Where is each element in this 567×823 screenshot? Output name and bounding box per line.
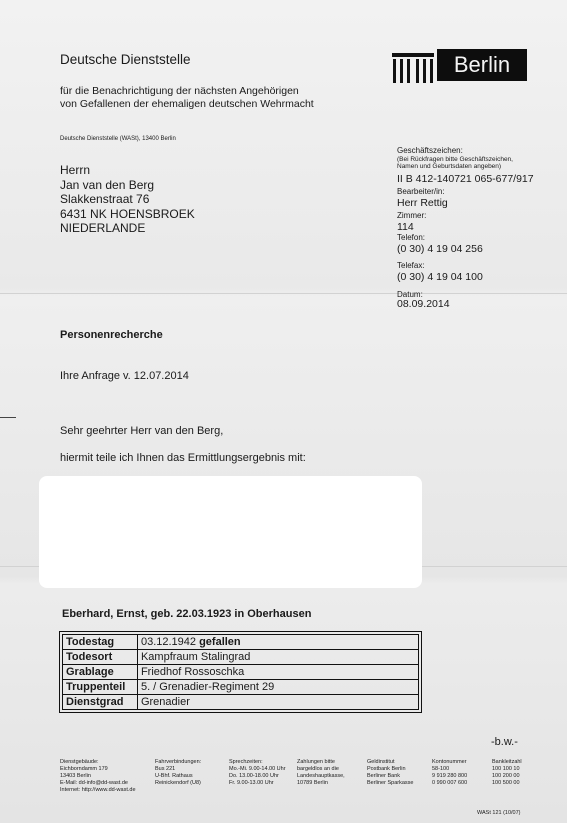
record-value-text: Kampfraum Stalingrad [140, 650, 251, 663]
footer-line: Dienstgebäude: [60, 759, 99, 765]
intro-line: hiermit teile ich Ihnen das Ermittlungsergebnis mit: [60, 452, 306, 464]
recipient-address [60, 163, 195, 236]
record-value [137, 665, 418, 680]
footer-line: Do. 13.00-18.00 Uhr [229, 773, 279, 779]
sender-line: Deutsche Dienststelle (WASt), 13400 Berlin [60, 136, 176, 142]
recipient-salutation: Herrn [60, 163, 91, 177]
paper-fold [0, 293, 567, 294]
footer-column [492, 759, 522, 787]
footer-line: Fahrverbindungen: [155, 759, 202, 765]
turn-over-note: -b.w.- [491, 736, 518, 748]
record-value [137, 650, 418, 665]
reference-value: II B 412-140721 065-677/917 [397, 173, 534, 185]
reference-label: Geschäftszeichen: [397, 146, 463, 155]
footer-line: bargeldlos an die [297, 766, 339, 772]
footer-column [432, 759, 467, 787]
record-table [62, 634, 419, 710]
record-value-text: 03.12.1942 [140, 635, 197, 648]
footer-line: U-Bhf. Rathaus [155, 773, 193, 779]
reference-note: (Bei Rückfragen bitte Geschäftszeichen, [397, 156, 513, 163]
record-key: Grablage [63, 665, 138, 680]
table-row [63, 680, 419, 695]
footer-column [60, 759, 136, 794]
footer-line: 58-100 [432, 766, 450, 772]
footer-line: 100 500 00 [492, 780, 520, 786]
footer-line: 100 200 00 [492, 773, 520, 779]
record-value-bold: gefallen [199, 635, 241, 648]
phone-label: Telefon: [397, 233, 426, 242]
room-label: Zimmer: [397, 211, 427, 220]
room-value: 114 [397, 221, 414, 233]
record-key: Truppenteil [63, 680, 138, 695]
footer-line: 10789 Berlin [297, 780, 328, 786]
recipient-name: Jan van den Berg [60, 177, 155, 192]
record-value-text: Grenadier [140, 695, 190, 708]
fax-label: Telefax: [397, 261, 425, 270]
org-subtitle-line: von Gefallenen der ehemaligen deutschen Wehrmacht [60, 98, 314, 110]
org-name: Deutsche Dienststelle [60, 52, 191, 67]
table-row [63, 650, 419, 665]
footer-line: Fr. 9.00-13.00 Uhr [229, 780, 274, 786]
footer-line: Bus 221 [155, 766, 176, 772]
footer-line: Zahlungen bitte [297, 759, 335, 765]
logo-text: Berlin [437, 49, 527, 81]
footer-line: Internet: http://www.dd-wast.de [60, 787, 136, 793]
footer-column [155, 759, 201, 787]
handler-value: Herr Rettig [397, 197, 448, 209]
record-key: Todestag [63, 635, 138, 650]
inquiry-line: Ihre Anfrage v. 12.07.2014 [60, 370, 189, 382]
recipient-city: 6431 NK HOENSBROEK [60, 206, 195, 221]
recipient-street: Slakkenstraat 76 [60, 192, 150, 206]
record-value [137, 695, 418, 710]
footer-line: Sprechzeiten: [229, 759, 263, 765]
table-row [63, 695, 419, 710]
greeting: Sehr geehrter Herr van den Berg, [60, 425, 224, 437]
footer-column [297, 759, 345, 787]
footer-line: 13403 Berlin [60, 773, 91, 779]
date-value: 08.09.2014 [397, 298, 450, 310]
date-label: Datum: [397, 290, 423, 299]
footer-line: Kontonummer [432, 759, 467, 765]
footer-column [229, 759, 286, 787]
brandenburg-gate-icon [392, 53, 434, 83]
record-value [137, 680, 418, 695]
footer-line: Berliner Sparkasse [367, 780, 414, 786]
reference-note: Namen und Geburtsdaten angeben) [397, 163, 502, 170]
footer-line: 0 990 007 600 [432, 780, 468, 786]
record-value [137, 635, 418, 650]
footer-line: Geldinstitut [367, 759, 395, 765]
footer-line: Landeshauptkasse, [297, 773, 345, 779]
fold-mark [0, 417, 16, 418]
record-value-text: 5. / Grenadier-Regiment 29 [140, 680, 275, 693]
handler-label: Bearbeiter/in: [397, 187, 445, 196]
footer-line: 9 919 280 800 [432, 773, 468, 779]
redacted-area [39, 476, 422, 588]
footer-line: 100 100 10 [492, 766, 520, 772]
form-number: WASt 121 (10/07) [477, 810, 521, 816]
footer-line: Bankleitzahl [492, 759, 522, 765]
footer-line: Postbank Berlin [367, 766, 406, 772]
footer-line: E-Mail: dd-info@dd-wast.de [60, 780, 128, 786]
record-key: Todesort [63, 650, 138, 665]
phone-value: (0 30) 4 19 04 256 [397, 243, 483, 255]
person-heading: Eberhard, Ernst, geb. 22.03.1923 in Oberhausen [62, 608, 312, 620]
subject-line: Personenrecherche [60, 329, 163, 341]
footer-line: Eichborndamm 179 [60, 766, 108, 772]
footer-column [367, 759, 413, 787]
recipient-country: NIEDERLANDE [60, 221, 146, 235]
record-key: Dienstgrad [63, 695, 138, 710]
table-row [63, 665, 419, 680]
record-value-text: Friedhof Rossoschka [140, 665, 245, 678]
footer-line: Reinickendorf (U8) [155, 780, 201, 786]
fax-value: (0 30) 4 19 04 100 [397, 271, 483, 283]
table-row [63, 635, 419, 650]
footer-line: Mo.-Mi. 9.00-14.00 Uhr [229, 766, 286, 772]
org-subtitle-line: für die Benachrichtigung der nächsten Angehörigen [60, 85, 299, 97]
footer-line: Berliner Bank [367, 773, 401, 779]
berlin-logo [392, 45, 530, 87]
org-subtitle [60, 85, 314, 111]
